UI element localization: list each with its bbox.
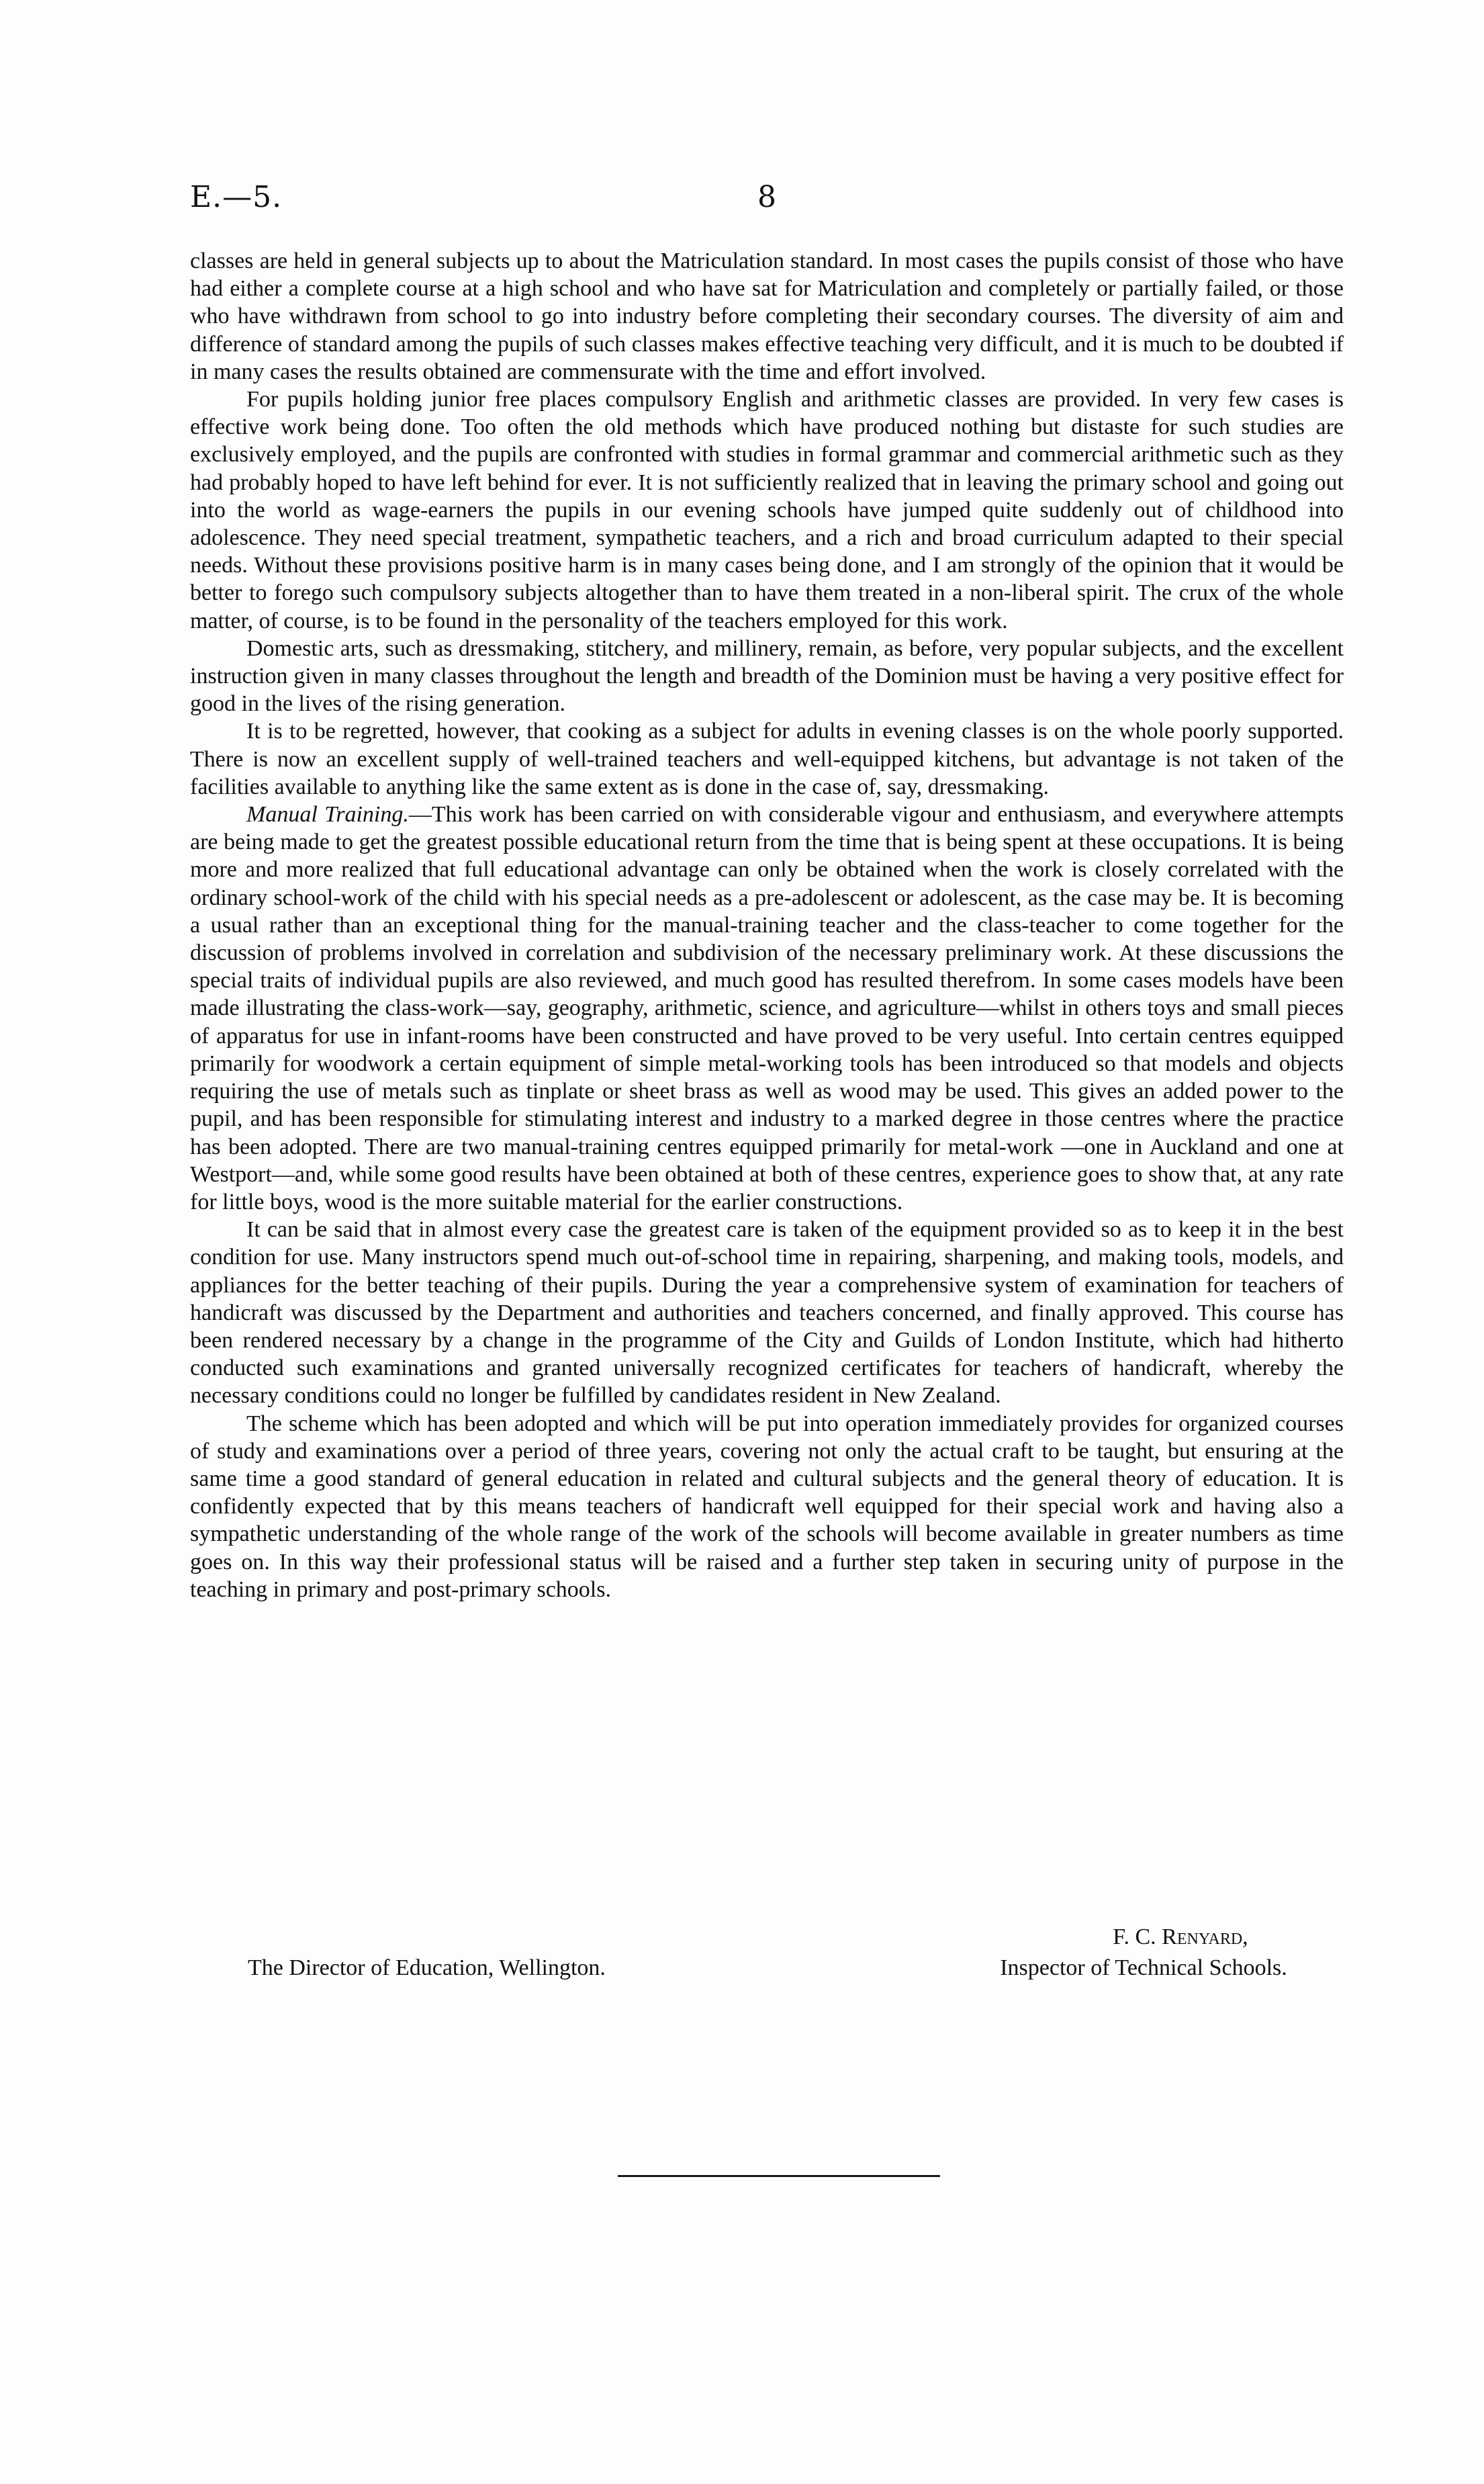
page-number: 8: [757, 180, 776, 214]
report-body: [190, 247, 1344, 1603]
paragraph: Domestic arts, such as dressmaking, stitchery, and millinery, remain, as before, very popular subjects, and the excellent instruction given in many classes throughout the length and breadth of the Dominion must be having a very positive effect for good in the lives of the rising generation.: [190, 635, 1344, 717]
section-heading-manual-training: Manual Training.: [246, 802, 409, 828]
report-reference: E.—5.: [190, 180, 283, 214]
paragraph: For pupils holding junior free places compulsory English and arithmetic classes are provided. In very few cases is effective work being done. Too often the old methods which have produced nothing but distaste for such studies are exclusively employed, and the pupils are confronted with studies in formal grammar and commercial arithmetic such as they had probably hoped to have left behind for ever. It is not sufficiently realized that in leaving the primary school and going out into the world as wage-earners the pupils in our evening schools have jumped quite suddenly out of childhood into adolescence. They need special treatment, sympathetic teachers, and a rich and broad curriculum adapted to their special needs. Without these provisions positive harm is in many cases being done, and I am strongly of the opinion that it would be better to forego such compulsory subjects altogether than to have them treated in a non-liberal spirit. The crux of the whole matter, of course, is to be found in the personality of the teachers employed for this work.: [190, 387, 1344, 633]
end-divider: [618, 2175, 940, 2177]
paragraph: classes are held in general subjects up to about the Matriculation standard. In most cases the pupils consist of those who have had either a complete course at a high school and who have sat for Matriculation and completely or partially failed, or those who have withdrawn from school to go into industry before completing their secondary courses. The diversity of aim and difference of standard among the pupils of such classes makes effective teaching very difficult, and it is much to be doubted if in many cases the results obtained are commensurate with the time and effort involved.: [190, 249, 1344, 384]
paragraph-text: —This work has been carried on with considerable vigour and enthusiasm, and everywhere attempts are being made to get the greatest possible educational return from the time that is being spent at these occupations. It is being more and more realized that full educational advantage can only be obtained when the work is closely correlated with the ordinary school-work of the child with his special needs as a pre-adolescent or adolescent, as the case may be. It is becoming a usual rather than an exceptional thing for the manual-training teacher and the class-teacher to come together for the discussion of problems involved in correlation and subdivision of the necessary preliminary work. At these discussions the special traits of individual pupils are also reviewed, and much good has resulted therefrom. In some cases models have been made illustrating the class-work—say, geography, arithmetic, science, and agriculture—whilst in others toys and small pieces of apparatus for use in infant-rooms have been constructed and have proved to be very useful. Into certain centres equipped primarily for woodwork a certain equipment of simple metal-working tools has been introduced so that models and objects requiring the use of metals such as tinplate or sheet brass as well as wood may be used. This gives an added power to the pupil, and has been responsible for stimulating interest and industry to a marked degree in those centres where the practice has been adopted. There are two manual-training centres equipped primarily for metal-work —one in Auckland and one at Westport—and, while some good results have been obtained at both of these centres, experience goes to show that, at any rate for little boys, wood is the more suitable material for the earlier constructions.: [190, 802, 1344, 1214]
signature-block: [190, 1924, 1344, 1992]
paragraph: The scheme which has been adopted and which will be put into operation immediately provides for organized courses of study and examinations over a period of three years, covering not only the actual craft to be taught, but ensuring at the same time a good standard of general education in related and cultural subjects and the general theory of education. It is confidently expected that by this means teachers of handicraft well equipped for their special work and having also a sympathetic understanding of the whole range of the work of the schools will become available in greater numbers as time goes on. In this way their professional status will be raised and a further step taken in securing unity of purpose in the teaching in primary and post-primary schools.: [190, 1411, 1344, 1602]
paragraph-manual-training: [190, 801, 1344, 1216]
signatory-name: F. C. Renyard,: [1113, 1924, 1248, 1949]
paragraph: It is to be regretted, however, that cooking as a subject for adults in evening classes is on the whole poorly supported. There is now an excellent supply of well-trained teachers and well-equipped kitchens, but advantage is not taken of the facilities available to anything like the same extent as is done in the case of, say, dressmaking.: [190, 719, 1344, 799]
paragraph: It can be said that in almost every case the greatest care is taken of the equipment provided so as to keep it in the best condition for use. Many instructors spend much out-of-school time in repairing, sharpening, and making tools, models, and appliances for the better teaching of their pupils. During the year a comprehensive system of examination for teachers of handicraft was discussed by the Department and authorities and teachers concerned, and finally approved. This course has been rendered necessary by a change in the programme of the City and Guilds of London Institute, which had hitherto conducted such examinations and granted universally recognized certificates for teachers of handicraft, whereby the necessary conditions could no longer be fulfilled by candidates resident in New Zealand.: [190, 1217, 1344, 1409]
addressee: The Director of Education, Wellington.: [248, 1955, 606, 1980]
signatory-title: Inspector of Technical Schools.: [1000, 1955, 1287, 1980]
